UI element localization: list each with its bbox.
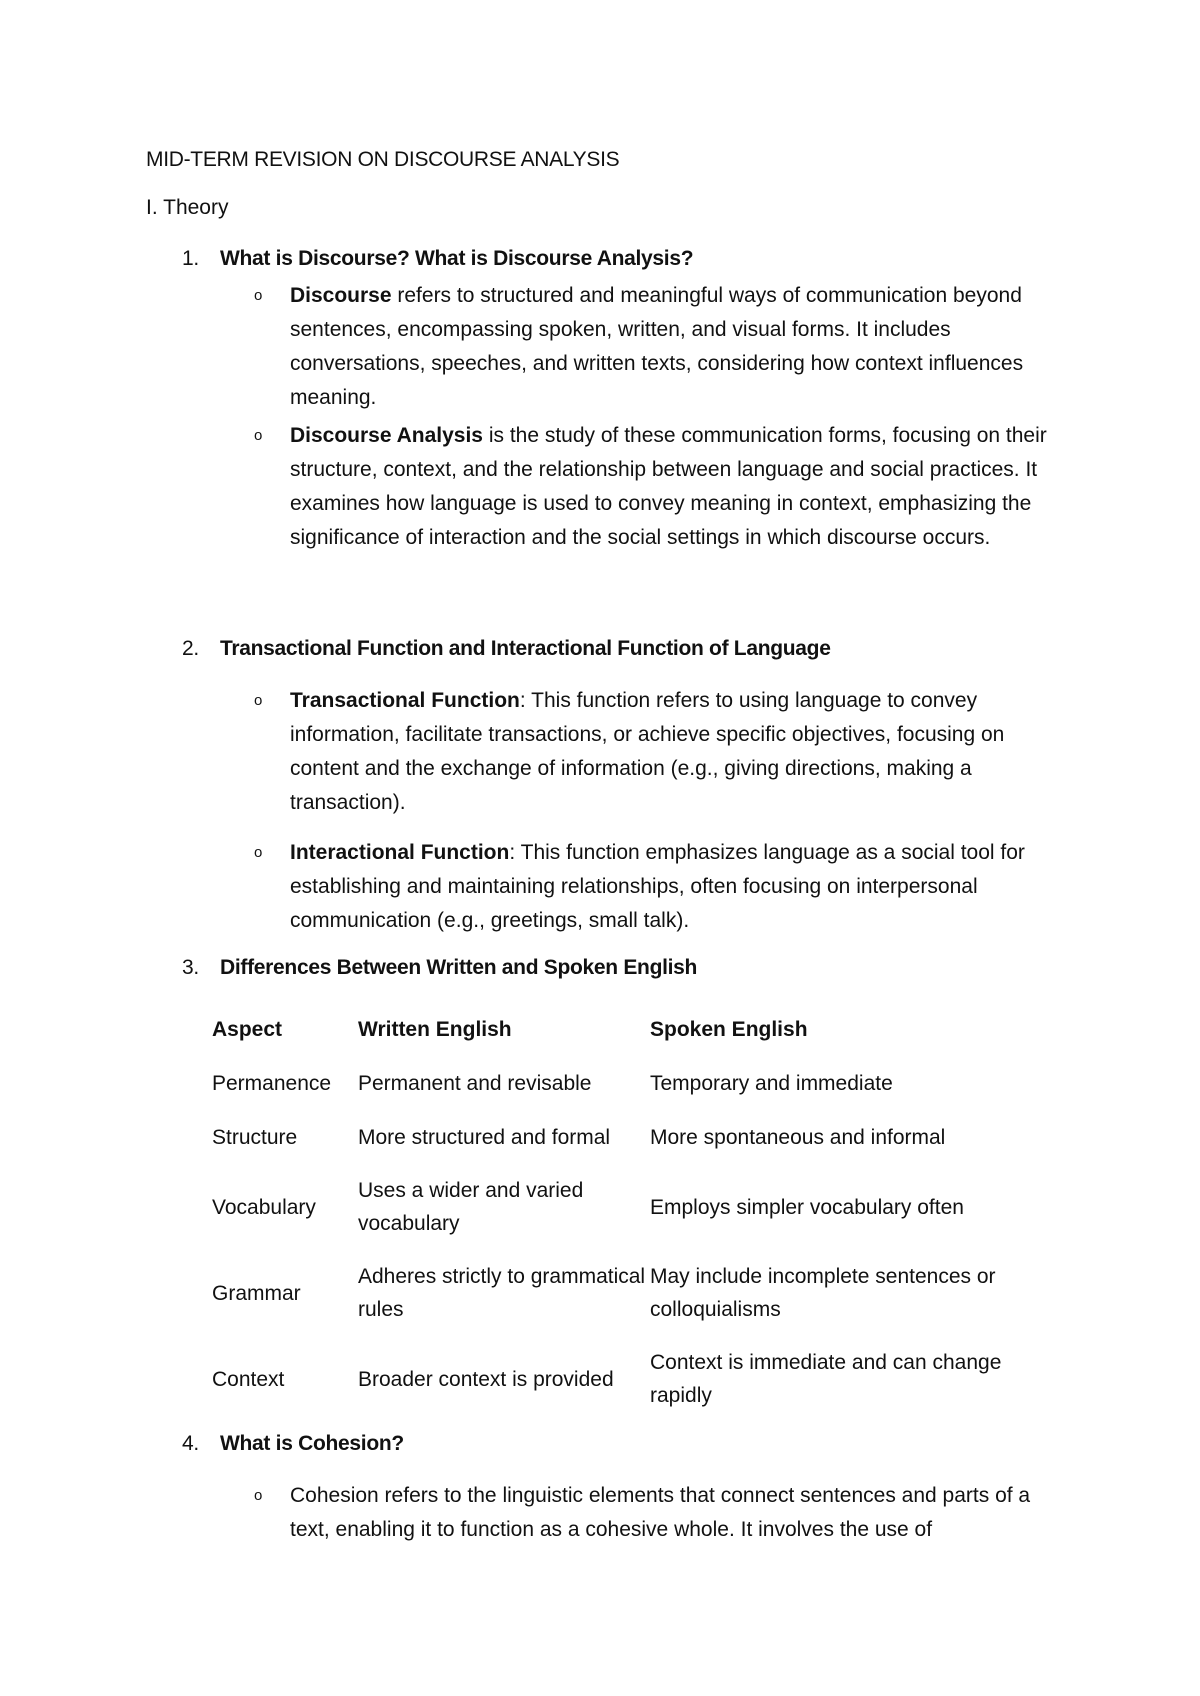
header-cell: Spoken English bbox=[650, 1017, 808, 1041]
term: Transactional Function bbox=[290, 689, 520, 712]
bullet-interactional bbox=[254, 836, 1064, 938]
question-3-title bbox=[182, 956, 697, 980]
bullet-marker: o bbox=[254, 844, 263, 861]
question-1-title bbox=[182, 247, 693, 271]
bullet-text bbox=[290, 836, 1064, 938]
table-cell: Uses a wider and varied vocabulary bbox=[358, 1179, 584, 1235]
definition: Cohesion refers to the linguistic elements that connect sentences and parts of a text, enabling it to function as a cohesive whole. It involves the use of bbox=[290, 1484, 1031, 1541]
table-row bbox=[212, 1056, 1050, 1110]
section-heading: I. Theory bbox=[146, 196, 229, 219]
bullet-marker: o bbox=[254, 427, 263, 444]
table-cell: Temporary and immediate bbox=[650, 1071, 893, 1095]
question-title-text: What is Cohesion? bbox=[220, 1432, 404, 1455]
bullet-marker: o bbox=[254, 287, 263, 304]
table-row bbox=[212, 1250, 1050, 1336]
table-cell: Structure bbox=[212, 1125, 298, 1149]
comparison-table bbox=[212, 1002, 1050, 1422]
bullet-discourse bbox=[254, 279, 1064, 415]
definition: is the study of these communication forms, focusing on their structure, context, and the relationship between language and social practices. It examines how language is used to convey meaning in context, emphasizing the significance of interaction and the social settings in which discourse occurs. bbox=[290, 424, 1047, 549]
question-number: 4. bbox=[182, 1432, 199, 1455]
term: Interactional Function bbox=[290, 841, 510, 864]
definition: : This function emphasizes language as a social tool for establishing and maintaining relationships, often focusing on interpersonal communication (e.g., greetings, small talk). bbox=[290, 841, 1025, 932]
table-header-row bbox=[212, 1002, 1050, 1056]
header-cell: Aspect bbox=[212, 1017, 283, 1041]
question-4-title bbox=[182, 1432, 404, 1456]
document-title: MID-TERM REVISION ON DISCOURSE ANALYSIS bbox=[146, 148, 620, 171]
bullet-cohesion bbox=[254, 1479, 1064, 1547]
definition: refers to structured and meaningful ways of communication beyond sentences, encompassing spoken, written, and visual forms. It includes conversations, speeches, and written texts, considering how context influences meaning. bbox=[290, 284, 1024, 409]
question-number: 3. bbox=[182, 956, 199, 979]
question-title-text: Differences Between Written and Spoken English bbox=[220, 956, 698, 979]
table-cell: More spontaneous and informal bbox=[650, 1125, 946, 1149]
bullet-marker: o bbox=[254, 1487, 263, 1504]
bullet-text bbox=[290, 279, 1064, 415]
table-cell: Context bbox=[212, 1367, 285, 1391]
question-number: 2. bbox=[182, 637, 199, 660]
question-title-text: What is Discourse? What is Discourse Analysis? bbox=[220, 247, 694, 270]
question-2-title bbox=[182, 637, 831, 661]
table-cell: Broader context is provided bbox=[358, 1367, 614, 1391]
bullet-marker: o bbox=[254, 692, 263, 709]
question-number: 1. bbox=[182, 247, 199, 270]
header-cell: Written English bbox=[358, 1017, 512, 1041]
table-cell: Grammar bbox=[212, 1281, 301, 1305]
table-row bbox=[212, 1164, 1050, 1250]
table-cell: Employs simpler vocabulary often bbox=[650, 1195, 964, 1219]
table-cell: May include incomplete sentences or colloquialisms bbox=[650, 1265, 996, 1321]
bullet-transactional bbox=[254, 684, 1064, 820]
table-row bbox=[212, 1110, 1050, 1164]
table-cell: Vocabulary bbox=[212, 1195, 316, 1219]
table-row bbox=[212, 1336, 1050, 1422]
term: Discourse bbox=[290, 284, 392, 307]
table-cell: Permanence bbox=[212, 1071, 332, 1095]
question-title-text: Transactional Function and Interactional Function of Language bbox=[220, 637, 831, 660]
bullet-discourse-analysis bbox=[254, 419, 1064, 555]
table-cell: Adheres strictly to grammatical rules bbox=[358, 1265, 646, 1321]
table-cell: Permanent and revisable bbox=[358, 1071, 592, 1095]
bullet-text bbox=[290, 684, 1064, 820]
term: Discourse Analysis bbox=[290, 424, 483, 447]
table-cell: Context is immediate and can change rapidly bbox=[650, 1351, 1002, 1407]
bullet-text bbox=[290, 1479, 1064, 1547]
table-cell: More structured and formal bbox=[358, 1125, 611, 1149]
bullet-text bbox=[290, 419, 1064, 555]
definition: : This function refers to using language to convey information, facilitate transactions, or achieve specific objectives, focusing on content and the exchange of information (e.g., giving directions, making a transaction). bbox=[290, 689, 1005, 814]
